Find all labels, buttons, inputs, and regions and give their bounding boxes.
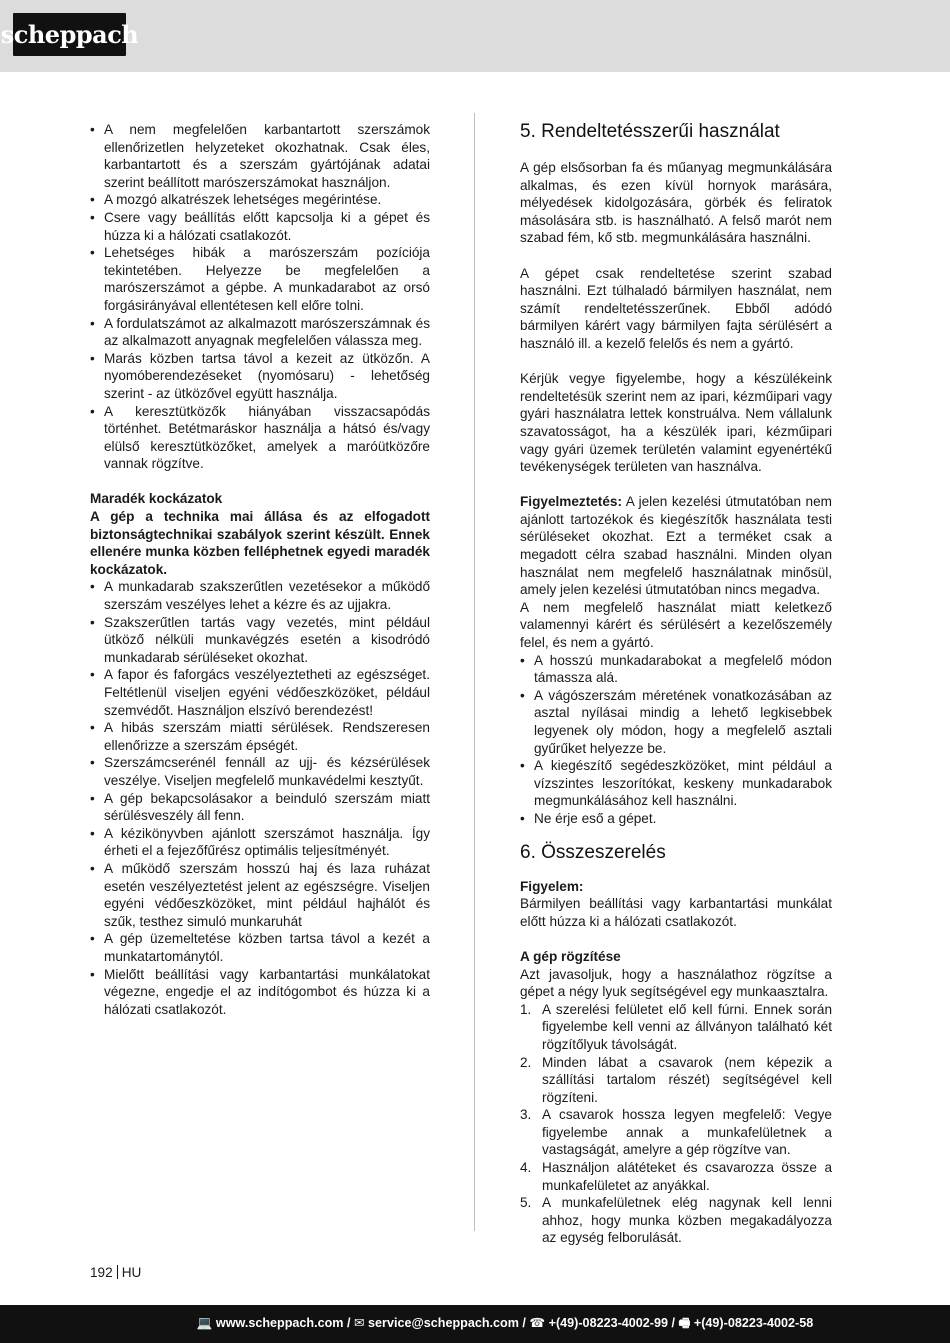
machine-fixing-intro: Azt javasoljuk, hogy a használathoz rögzítse a gépet a négy lyuk segítségével egy munkaasztalra. [520,966,832,1000]
top-header-bar [0,0,950,72]
list-item: • A kiegészítő segédeszközöket, mint például a vízszintes leszorítókat, keskeny munkadarabok megmunkálásához kell használni. [520,757,832,810]
warning-paragraph [520,493,832,599]
page-number-footer [90,1265,141,1280]
safety-bullet-list [90,121,430,473]
residual-risks-list [90,578,430,1018]
page-number: 192 [90,1265,113,1280]
list-item: • Szerszámcserénél fennáll az ujj- és kézsérülések veszélye. Viseljen megfelelő munkavédelmi kesztyűt. [90,754,430,789]
usage-bullet-list [520,652,832,828]
machine-fixing-heading: A gép rögzítése [520,948,621,964]
list-item: • A kézikönyvben ajánlott szerszámot használja. Így érheti el a fejezőfűrész optimális teljesítményét. [90,825,430,860]
section-5-title: 5. Rendeltetésszerűi használat [520,121,780,142]
residual-risks-intro: A gép a technika mai állása és az elfogadott biztonságtechnikai szabályok szerint készült. Ennek ellenére munka közben felléphetnek egyedi maradék kockázatok. [90,509,430,577]
list-item: • A működő szerszám hosszú haj és laza ruházat esetén veszélyeztetést jelent az egészségre. Viseljen egyéni védőeszközöket, mint például hajhálót és szűk, testhez simuló munkaruhát [90,860,430,930]
list-item: • Mielőtt beállítási vagy karbantartási munkálatokat végezne, engedje el az indítógombot és húzza ki a hálózati csatlakozót. [90,966,430,1019]
list-item: • A hosszú munkadarabokat a megfelelő módon támassza alá. [520,652,832,687]
contact-footer-bar [0,1305,950,1343]
section-5-paragraph: A gépet csak rendeltetése szerint szabad használni. Ezt túlhaladó bármilyen használat, nem számít rendeltetésszerűnek. Ebből adódó bármilyen kárért vagy bármilyen fajta sérülésért a használó ill. a kezelő felelős és nem a gyártó. [520,265,832,351]
attention-label: Figyelem: [520,878,584,894]
list-item: • Marás közben tartsa távol a kezeit az ütközőn. A nyomóberendezéseket (nyomósaru) - lehetőség szerint - az ütközővel együtt használja. [90,350,430,403]
warning-label: Figyelmeztetés: [520,494,622,510]
language-code: HU [121,1265,142,1280]
list-item: 5. A munkafelületnek elég nagynak kell lenni ahhoz, hogy munka közben megakadályozza az egység felborulását. [520,1195,832,1246]
list-item: • A fapor és faforgács veszélyeztetheti az egészséget. Feltétlenül viseljen egyéni védőeszközöket, például szemvédőt. Használjon elszívó berendezést! [90,666,430,719]
list-item: • A munkadarab szakszerűtlen vezetésekor a működő szerszám veszélyes lehet a kézre és az ujjakra. [90,578,430,613]
attention-text: Bármilyen beállítási vagy karbantartási munkálat előtt húzza ki a hálózati csatlakozót. [520,896,832,929]
list-item: • A nem megfelelően karbantartott szerszámok ellenőrizetlen helyzeteket okozhatnak. Csak éles, karbantartott és a szerszám gyártójának adatai szerint beállított marószerszámokat használjon. [90,121,430,191]
list-item: • A vágószerszám méretének vonatkozásában az asztal nyílásai mindig a lehető legkisebbek legyenek oly módon, hogy a megfelelő asztali gyűrűket helyezze be. [520,687,832,757]
section-6-title: 6. Összeszerelés [520,841,666,863]
left-column [90,121,430,1018]
section-5-paragraph: A gép elsősorban fa és műanyag megmunkálására alkalmas, és ezen kívül hornyok marására, mélyedések kidolgozására, görbék és feliratok másolására stb. is használható. A felső marót nem szabad fém, kő stb. megmunkálására használni. [520,160,832,246]
scheppach-logo: scheppach [13,13,126,56]
list-item: • Szakszerűtlen tartás vagy vezetés, mint például ütköző nélküli munkavégzés esetén a kisodródó munkadarab sérüléseket okozhat. [90,614,430,667]
list-item: 3. A csavarok hossza legyen megfelelő: Vegye figyelembe annak a munkafelületnek a vastagságát, amelyre a gép rögzítve van. [520,1107,832,1158]
list-item: • A mozgó alkatrészek lehetséges megérintése. [90,191,430,209]
list-item: • Ne érje eső a gépet. [520,810,832,828]
list-item: • A gép üzemeltetése közben tartsa távol a kezét a munkatartománytól. [90,930,430,965]
list-item: 2. Minden lábat a csavarok (nem képezik a szállítási tartalom részét) segítségével kell rögzíteni. [520,1054,832,1105]
section-5-paragraph: A nem megfelelő használat miatt keletkező valamennyi kárért és sérülésért a kezelőszemély felel, és nem a gyártó. [520,599,832,651]
assembly-steps-list [520,1001,832,1247]
list-item: • Lehetséges hibák a marószerszám pozíciója tekintetében. Helyezze be megfelelően a marószerszámot a gépbe. A munkadarabot az orsó forgásirányával ellentétesen kell előre tolni. [90,244,430,314]
list-item: • A gép bekapcsolásakor a beinduló szerszám miatt sérülésveszély áll fenn. [90,790,430,825]
list-item: 4. Használjon alátéteket és csavarozza össze a munkafelületet az anyákkal. [520,1160,832,1193]
contact-info: 💻 www.scheppach.com / ✉ service@scheppach.com / ☎ +(49)-08223-4002-99 / 🖷 +(49)-08223-4002-58 [196,1315,814,1330]
warning-text: A jelen kezelési útmutatóban nem ajánlott tartozékok és kiegészítők használata testi sérüléseket okozhat. Ezt a terméket csak a megadott célra szabad használni. Minden olyan használat nem megfelelő használatnak minősül, amely jelen kezelési útmutatóban nincs megadva. [520,494,832,598]
right-column [520,121,832,1247]
residual-risks-heading: Maradék kockázatok [90,491,223,507]
list-item: • A hibás szerszám miatti sérülések. Rendszeresen ellenőrizze a szerszám épségét. [90,719,430,754]
list-item: 1. A szerelési felületet elő kell fúrni. Ennek során figyelembe kell venni az állványon található két rögzítőlyuk távolságát. [520,1001,832,1052]
section-5-paragraph: Kérjük vegye figyelembe, hogy a készülékeink rendeltetésük szerint nem az ipari, kézműipari vagy gyári használatra lettek konstruálva. Nem vállalunk szavatosságot, ha a készülék ipari, kézműipari vagy gyári üzemek területén valamint egyenértékű tevékenységek területen van használva. [520,371,832,475]
column-divider [474,113,475,1231]
list-item: • Csere vagy beállítás előtt kapcsolja ki a gépet és húzza ki a hálózati csatlakozót. [90,209,430,244]
list-item: • A fordulatszámot az alkalmazott marószerszámnak és az alkalmazott anyagnak megfelelően válassza meg. [90,315,430,350]
list-item: • A keresztütközők hiányában visszacsapódás történhet. Betétmaráskor használja a hátsó és/vagy elülső keresztütközőket, amelyek a maróütközőre vannak rögzítve. [90,403,430,473]
